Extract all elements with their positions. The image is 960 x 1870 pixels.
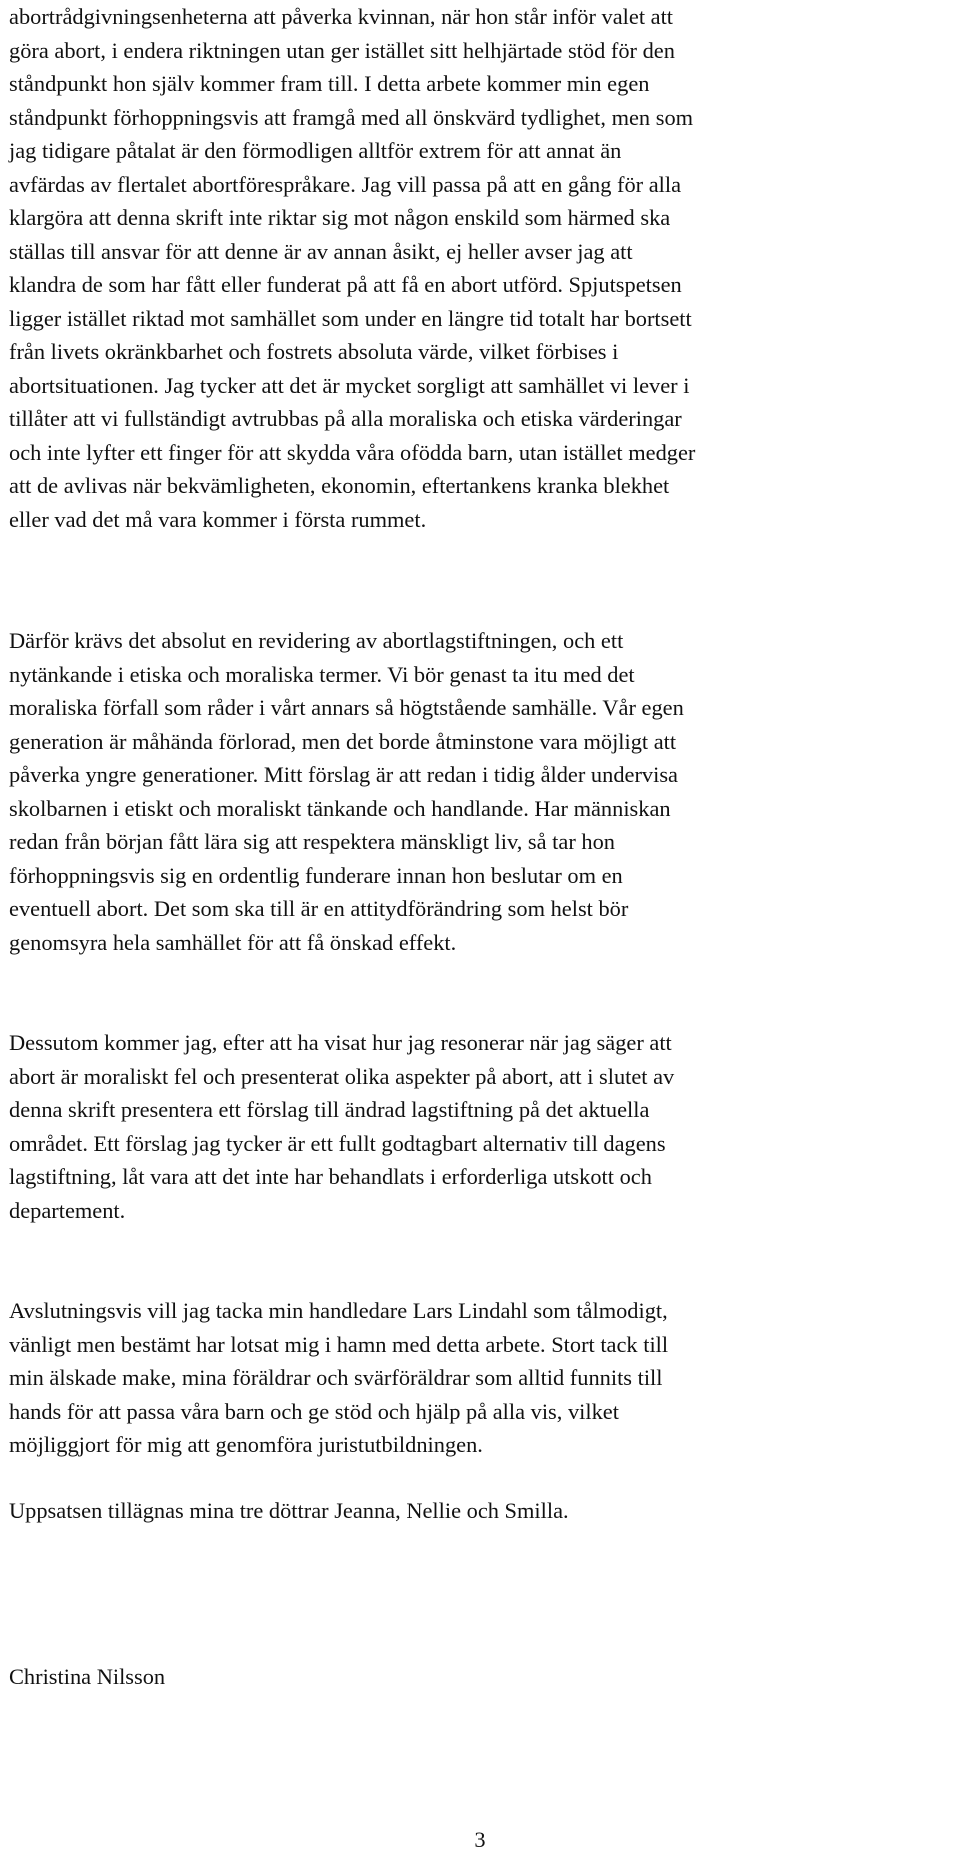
author-signature [9,1660,959,1694]
text-line: abort är moraliskt fel och presenterat olika aspekter på abort, att i slutet av [9,1063,675,1089]
text-line: generation är måhända förlorad, men det borde åtminstone vara möjligt att [9,728,677,754]
text-line: lagstiftning, låt vara att det inte har behandlats i erforderliga utskott och [9,1164,652,1189]
text-line: eventuell abort. Det som ska till är en attitydförändring som helst bör [9,896,629,921]
text-line: redan från början fått lära sig att respektera mänskligt liv, så tar hon [9,829,615,854]
text-line: Därför krävs det absolut en revidering av abortlagstiftningen, och ett [9,628,624,653]
text-line: ligger istället riktad mot samhället som under en längre tid totalt har bortsett [9,305,692,331]
text-line: moraliska förfall som råder i vårt annars så högtstående samhälle. Vår egen [9,695,684,720]
text-line: och inte lyfter ett finger för att skydda våra ofödda barn, utan istället medger [9,439,696,465]
text-line: skolbarnen i etiskt och moraliskt tänkande och handlande. Har människan [9,795,671,821]
text-line: avfärdas av flertalet abortförespråkare. Jag vill passa på att en gång för alla [9,171,682,197]
text-line: min älskade make, mina föräldrar och svärföräldrar som alltid funnits till [9,1365,663,1390]
text-line: Avslutningsvis vill jag tacka min handledare Lars Lindahl som tålmodigt, [9,1298,668,1323]
text-line: hands för att passa våra barn och ge stöd och hjälp på alla vis, vilket [9,1398,619,1424]
signature-name: Christina Nilsson [9,1664,166,1689]
text-line: denna skrift presentera ett förslag till ändrad lagstiftning på det aktuella [9,1097,650,1122]
body-paragraph-1 [9,0,959,536]
text-line: ståndpunkt förhoppningsvis att framgå med all önskvärd tydlighet, men som [9,104,694,130]
text-line: Uppsatsen tillägnas mina tre döttrar Jeanna, Nellie och Smilla. [9,1498,569,1523]
text-line: departement. [9,1197,126,1223]
text-line: abortsituationen. Jag tycker att det är mycket sorgligt att samhället vi lever i [9,372,690,398]
text-line: Dessutom kommer jag, efter att ha visat hur jag resonerar när jag säger att [9,1030,672,1055]
text-line: abortrådgivningsenheterna att påverka kvinnan, när hon står inför valet att [9,4,674,29]
body-paragraph-2 [9,624,959,959]
text-line: möjliggjort för mig att genomföra juristutbildningen. [9,1432,483,1457]
body-paragraph-3 [9,1026,959,1227]
text-line: eller vad det må vara kommer i första rummet. [9,506,427,532]
text-line: förhoppningsvis sig en ordentlig funderare innan hon beslutar om en [9,862,623,888]
text-line: jag tidigare påtalat är den förmodligen alltför extrem för att annat än [9,138,622,163]
text-line: påverka yngre generationer. Mitt förslag är att redan i tidig ålder undervisa [9,762,678,787]
text-line: nytänkande i etiska och moraliska termer. Vi bör genast ta itu med det [9,661,635,687]
text-line: genomsyra hela samhället för att få önskad effekt. [9,929,457,955]
dedication-paragraph [9,1494,959,1528]
text-line: klargöra att denna skrift inte riktar sig mot någon enskild som härmed ska [9,205,671,230]
text-line: klandra de som har fått eller funderat på att få en abort utförd. Spjutspetsen [9,272,682,297]
text-line: att de avlivas när bekvämligheten, ekonomin, eftertankens kranka blekhet [9,473,670,498]
text-line: vänligt men bestämt har lotsat mig i hamn med detta arbete. Stort tack till [9,1331,669,1357]
text-line: ståndpunkt hon själv kommer fram till. I detta arbete kommer min egen [9,71,650,96]
text-line: från livets okränkbarhet och fostrets absoluta värde, vilket förbises i [9,339,619,364]
page-number: 3 [474,1827,486,1852]
text-line: tillåter att vi fullständigt avtrubbas på alla moraliska och etiska värderingar [9,406,682,431]
acknowledgement-paragraph [9,1294,959,1462]
text-line: ställas till ansvar för att denne är av annan åsikt, ej heller avser jag att [9,238,633,264]
text-line: göra abort, i endera riktningen utan ger istället sitt helhjärtade stöd för den [9,37,675,63]
text-line: området. Ett förslag jag tycker är ett fullt godtagbart alternativ till dagens [9,1130,666,1156]
